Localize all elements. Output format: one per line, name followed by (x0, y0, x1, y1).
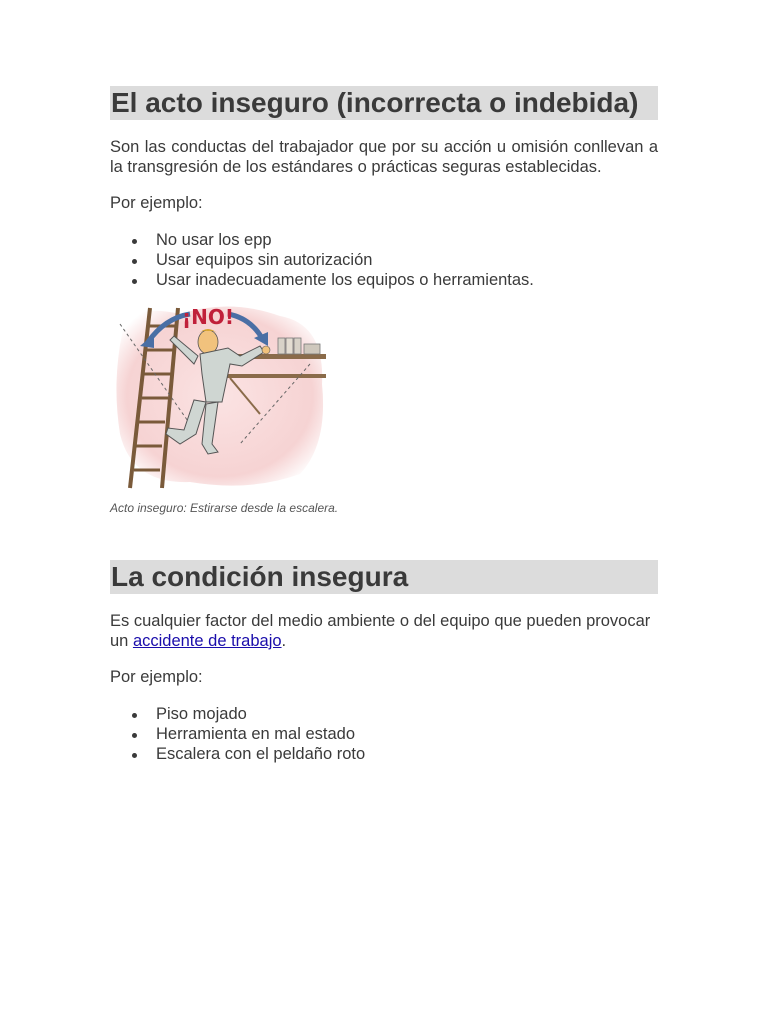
list-item-text: No usar los epp (156, 231, 272, 249)
list-item (110, 230, 658, 250)
unsafe-condition-definition (110, 611, 658, 651)
bullet-icon (132, 279, 137, 284)
example-label: Por ejemplo: (110, 668, 203, 686)
unsafe-condition-examples-list (110, 704, 658, 764)
list-item (110, 704, 658, 724)
bullet-icon (132, 259, 137, 264)
list-item-text: Usar inadecuadamente los equipos o herramientas. (156, 271, 534, 289)
section-heading-unsafe-act: El acto inseguro (incorrecta o indebida) (110, 86, 658, 120)
bullet-icon (132, 713, 137, 718)
list-item (110, 744, 658, 764)
no-sign-text: ¡NO! (182, 305, 234, 329)
definition-text: Es cualquier factor del medio ambiente o del equipo que pueden provocar un (110, 612, 651, 650)
list-item (110, 250, 658, 270)
worker-on-ladder-illustration (110, 294, 330, 490)
list-item-text: Usar equipos sin autorización (156, 251, 373, 269)
list-item-text: Piso mojado (156, 705, 247, 723)
illustration-container (110, 294, 658, 490)
accidente-de-trabajo-link[interactable]: accidente de trabajo (132, 632, 282, 650)
list-item-text: Escalera con el peldaño roto (156, 745, 366, 763)
unsafe-act-definition: Son las conductas del trabajador que por su acción u omisión conllevan a la transgresión de los estándares o prácticas seguras establecidas. (110, 138, 658, 176)
bullet-icon (132, 733, 137, 738)
document-page (110, 86, 658, 764)
bullet-icon (132, 239, 137, 244)
section-heading-unsafe-condition: La condición insegura (110, 560, 658, 594)
list-item (110, 724, 658, 744)
list-item (110, 270, 658, 290)
definition-end: . (281, 632, 287, 650)
list-item-text: Herramienta en mal estado (156, 725, 356, 743)
unsafe-act-examples-list (110, 230, 658, 290)
image-caption: Acto inseguro: Estirarse desde la escalera. (110, 501, 339, 515)
bullet-icon (132, 753, 137, 758)
example-label: Por ejemplo: (110, 194, 203, 212)
